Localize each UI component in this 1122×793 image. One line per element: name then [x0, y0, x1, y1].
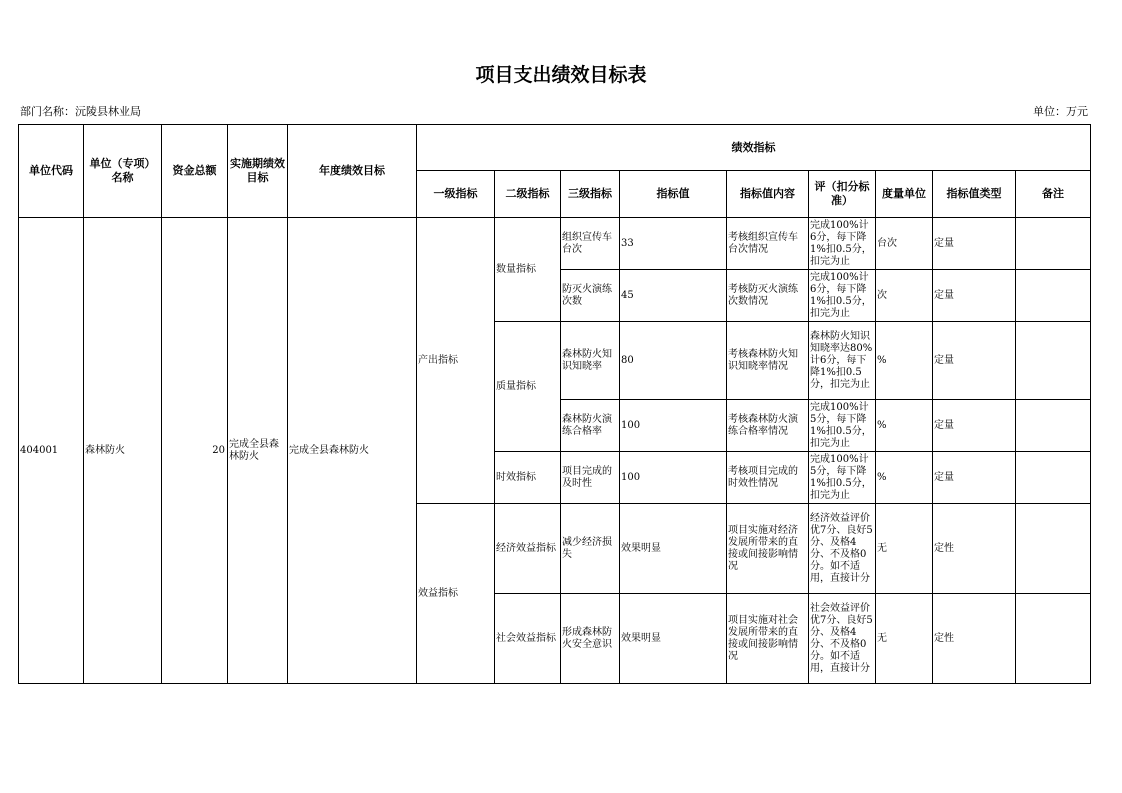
- level3-cell: 减少经济损失: [561, 504, 620, 594]
- value-cell: 100: [620, 400, 727, 452]
- level3-cell: 组织宣传车台次: [561, 218, 620, 270]
- period-goal-cell: 完成全县森林防火: [228, 218, 288, 684]
- level1-benefit-cell: 效益指标: [417, 504, 495, 684]
- header-annual-goal: 年度绩效目标: [288, 125, 417, 218]
- note-cell: [1016, 452, 1091, 504]
- annual-goal-cell: 完成全县森林防火: [288, 218, 417, 684]
- note-cell: [1016, 504, 1091, 594]
- header-score: 评（扣分标准）: [809, 171, 876, 218]
- value-cell: 100: [620, 452, 727, 504]
- header-level3: 三级指标: [561, 171, 620, 218]
- measure-unit-cell: %: [876, 400, 933, 452]
- department-label: 部门名称：沅陵县林业局: [20, 105, 141, 118]
- header-value: 指标值: [620, 171, 727, 218]
- measure-unit-cell: 无: [876, 504, 933, 594]
- note-cell: [1016, 322, 1091, 400]
- value-content-cell: 考核防灭火演练次数情况: [727, 270, 809, 322]
- measure-unit-cell: 无: [876, 594, 933, 684]
- score-cell: 完成100%计6分，每下降1%扣0.5分，扣完为止: [809, 270, 876, 322]
- score-cell: 森林防火知识知晓率达80%计6分，每下降1%扣0.5分，扣完为止: [809, 322, 876, 400]
- unit-name-cell: 森林防火: [84, 218, 162, 684]
- header-level2: 二级指标: [495, 171, 561, 218]
- level1-output-cell: 产出指标: [417, 218, 495, 504]
- unit-code-cell: 404001: [19, 218, 84, 684]
- measure-unit-cell: %: [876, 452, 933, 504]
- header-level1: 一级指标: [417, 171, 495, 218]
- table-row: [19, 218, 1091, 270]
- score-cell: 社会效益评价优7分、良好5分、及格4分、不及格0分。如不适用，直接计分: [809, 594, 876, 684]
- value-type-cell: 定量: [933, 322, 1016, 400]
- value-cell: 33: [620, 218, 727, 270]
- value-type-cell: 定性: [933, 594, 1016, 684]
- value-type-cell: 定量: [933, 452, 1016, 504]
- level3-cell: 防灭火演练次数: [561, 270, 620, 322]
- score-cell: 完成100%计5分，每下降1%扣0.5分，扣完为止: [809, 400, 876, 452]
- score-cell: 经济效益评价优7分、良好5分、及格4分、不及格0分。如不适用，直接计分: [809, 504, 876, 594]
- value-content-cell: 考核组织宣传车台次情况: [727, 218, 809, 270]
- score-cell: 完成100%计5分，每下降1%扣0.5分，扣完为止: [809, 452, 876, 504]
- header-unit-name: 单位（专项）名称: [84, 125, 162, 218]
- level2-timeliness-cell: 时效指标: [495, 452, 561, 504]
- header-unit-code: 单位代码: [19, 125, 84, 218]
- value-content-cell: 项目实施对经济发展所带来的直接或间接影响情况: [727, 504, 809, 594]
- value-cell: 效果明显: [620, 594, 727, 684]
- measure-unit-cell: 台次: [876, 218, 933, 270]
- value-type-cell: 定量: [933, 218, 1016, 270]
- performance-target-table: [18, 124, 1091, 684]
- level2-quality-cell: 质量指标: [495, 322, 561, 452]
- header-total-funds: 资金总额: [162, 125, 228, 218]
- level3-cell: 森林防火演练合格率: [561, 400, 620, 452]
- value-content-cell: 考核项目完成的时效性情况: [727, 452, 809, 504]
- value-type-cell: 定性: [933, 504, 1016, 594]
- level3-cell: 森林防火知识知晓率: [561, 322, 620, 400]
- header-indicators: 绩效指标: [417, 125, 1091, 171]
- value-content-cell: 项目实施对社会发展所带来的直接或间接影响情况: [727, 594, 809, 684]
- level2-quantity-cell: 数量指标: [495, 218, 561, 322]
- value-content-cell: 考核森林防火演练合格率情况: [727, 400, 809, 452]
- value-cell: 效果明显: [620, 504, 727, 594]
- page-title: 项目支出绩效目标表: [475, 64, 647, 86]
- measure-unit-cell: 次: [876, 270, 933, 322]
- note-cell: [1016, 594, 1091, 684]
- value-type-cell: 定量: [933, 400, 1016, 452]
- value-content-cell: 考核森林防火知识知晓率情况: [727, 322, 809, 400]
- header-period-goal: 实施期绩效目标: [228, 125, 288, 218]
- note-cell: [1016, 218, 1091, 270]
- header-value-content: 指标值内容: [727, 171, 809, 218]
- measure-unit-cell: %: [876, 322, 933, 400]
- header-value-type: 指标值类型: [933, 171, 1016, 218]
- value-cell: 45: [620, 270, 727, 322]
- header-measure-unit: 度量单位: [876, 171, 933, 218]
- level3-cell: 形成森林防火安全意识: [561, 594, 620, 684]
- level2-social-cell: 社会效益指标: [495, 594, 561, 684]
- header-note: 备注: [1016, 171, 1091, 218]
- note-cell: [1016, 400, 1091, 452]
- note-cell: [1016, 270, 1091, 322]
- value-type-cell: 定量: [933, 270, 1016, 322]
- level3-cell: 项目完成的及时性: [561, 452, 620, 504]
- currency-unit-label: 单位：万元: [1033, 105, 1088, 118]
- score-cell: 完成100%计6分，每下降1%扣0.5分，扣完为止: [809, 218, 876, 270]
- level2-economic-cell: 经济效益指标: [495, 504, 561, 594]
- total-funds-cell: 20: [162, 218, 228, 684]
- value-cell: 80: [620, 322, 727, 400]
